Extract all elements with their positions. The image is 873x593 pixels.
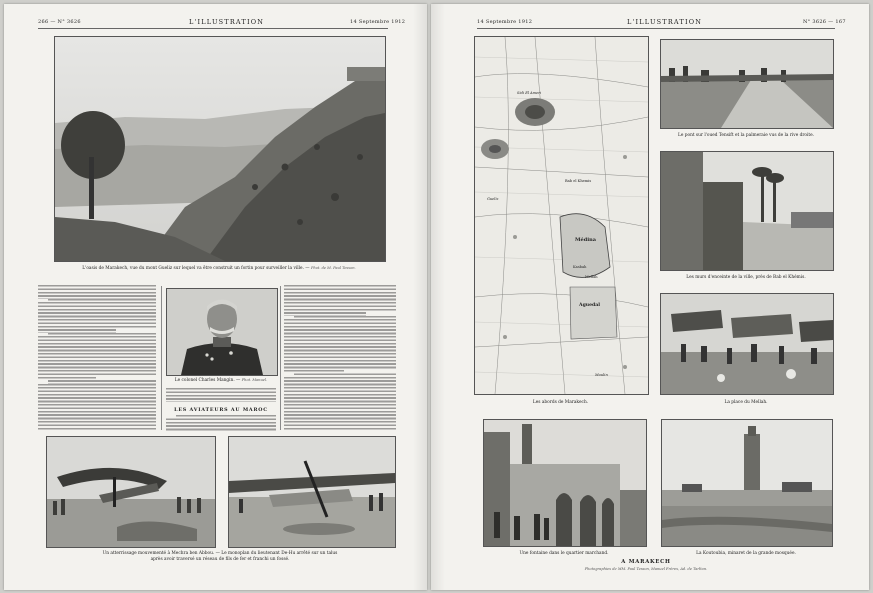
bridge-caption: Le pont sur l'oued Tensift et la palmeraie vus de la rive droite. [677,133,815,138]
walls-photo [660,151,834,271]
map-label-sidi-el-ameri: Sidi El Ameri [517,91,542,95]
map-label-medina: Médina [575,237,596,243]
oasis-credit: Phot. de M. Paul Tesson. [310,266,356,270]
portrait-credit: Phot. Manuel. [241,378,268,382]
plane-landing-photo [46,436,216,548]
map-label-mellah: Mellah [585,275,598,279]
fountain-photo [483,419,647,547]
aviation-caption-2: après avoir traversé un réseau de fils de fer et franchi un fossé. [150,557,290,562]
aviation-caption-1: Un atterrissage mouvementé à Mechra ben Abbou. — Le monoplan du lieutenant De-Hu arrêté sur un talus [102,551,338,556]
map-label-gueliz: Gueliz [487,197,499,201]
map-label-aguedal: Aguedal [579,303,600,308]
oasis-caption [54,266,384,271]
map-label-kasbah: Kasbah [573,265,587,269]
koutoubia-photo [661,419,833,547]
date-left: 14 Septembre 1912 [350,19,406,25]
masthead-right: L'ILLUSTRATION [627,18,703,26]
mellah-caption: La place du Mellah. [724,400,768,405]
page-number-left: 266 — N° 3626 [38,19,81,25]
oasis-caption-text: L'oasis de Marakech, vue du mont Gueliz sur lequel va être construit un fortin pour surveiller la ville. — [82,266,310,271]
article-column-2-bottom [166,415,276,431]
map-label-bab-el-khemis: Bab el Khemis [565,179,592,183]
monoplane-photo [228,436,396,548]
masthead-left: L'ILLUSTRATION [189,18,265,26]
map-caption: Les abords de Marakech. [532,400,589,405]
article-column-3 [284,285,396,431]
gutter-shadow [413,4,427,590]
bridge-photo [660,39,834,129]
portrait-caption-text: Le colonel Charles Mangin. — [174,378,241,383]
map-of-marakech [474,36,649,395]
portrait-photo [166,288,278,376]
section-title: LES AVIATEURS AU MAROC [174,407,268,413]
column-rule-2 [280,286,281,430]
koutoubia-caption: La Koutoubia, minaret de la grande mosquée. [696,551,796,556]
header-rule-right [477,28,835,29]
gutter-shadow-right [431,4,445,590]
page-footer-title: A MARAKECH [621,559,671,565]
left-page [4,4,427,590]
right-page [431,4,869,590]
mellah-photo [660,293,834,395]
portrait-caption [166,378,276,383]
map-label-moulin: Moulin [595,373,608,377]
header-rule [38,28,388,29]
date-right: 14 Septembre 1912 [477,19,533,25]
article-column-1 [38,285,156,431]
page-footer-credits: Photographies de MM. Paul Tesson, Manuel Frères, Ad. de Tarlton. [584,567,708,571]
article-column-2-top [166,388,276,402]
oasis-photo [54,36,386,262]
fountain-caption: Une fontaine dans le quartier marchand. [519,551,609,556]
walls-caption: Les murs d'enceinte de la ville, près de Bab el Khémis. [686,275,806,280]
column-rule [161,286,162,430]
page-number-right: N° 3626 — 167 [803,19,846,25]
